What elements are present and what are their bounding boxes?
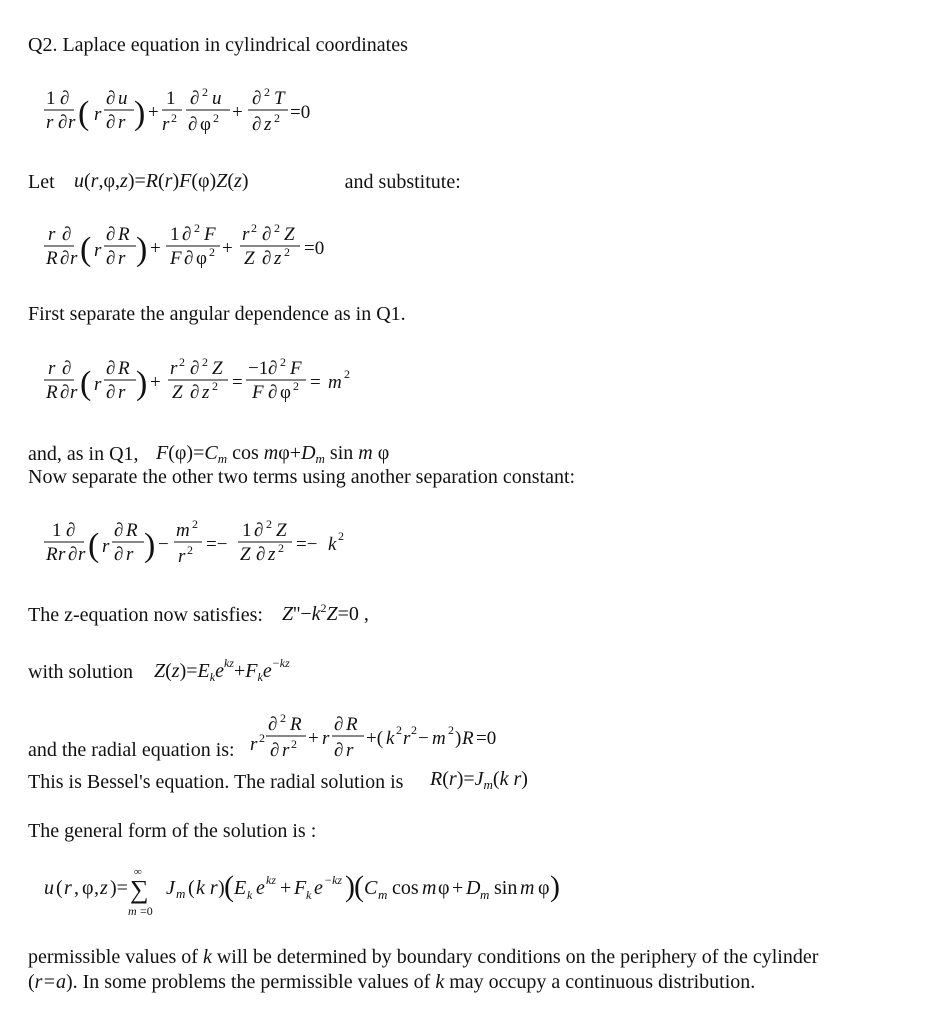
svg-text:(: ( [188, 877, 195, 899]
svg-text:=−: =− [296, 534, 318, 555]
svg-text:2: 2 [278, 541, 284, 555]
svg-text:+: + [232, 102, 243, 123]
svg-text:2: 2 [293, 379, 299, 393]
svg-text:r: r [48, 358, 56, 379]
svg-text:r: r [242, 224, 250, 245]
svg-text:r: r [70, 248, 78, 269]
svg-text:∂: ∂ [58, 112, 68, 133]
svg-text:1: 1 [46, 88, 56, 109]
svg-text:(: ( [56, 877, 63, 899]
svg-text:(: ( [80, 231, 92, 268]
svg-text:,: , [74, 877, 79, 899]
radial-equation-label: and the radial equation is: [28, 738, 235, 761]
svg-text:2: 2 [395, 723, 402, 737]
svg-text:∂: ∂ [106, 248, 116, 269]
separation-form-equation [70, 168, 340, 194]
second-separation-equation [42, 516, 382, 576]
svg-text:F: F [170, 248, 182, 269]
svg-text:Z: Z [284, 224, 295, 245]
svg-text:(: ( [224, 870, 234, 903]
svg-text:φ: φ [196, 248, 207, 269]
radial-equation-line [28, 712, 546, 766]
svg-text:2: 2 [209, 245, 215, 259]
z-equation [278, 601, 428, 627]
svg-text:r: r [321, 728, 330, 749]
angular-solution-equation [152, 440, 422, 466]
svg-text:R: R [118, 358, 130, 379]
svg-text:m: m [176, 886, 186, 901]
question-heading: Q2. Laplace equation in cylindrical coordinates [28, 34, 408, 56]
svg-text:u: u [44, 877, 54, 899]
z-equation-line [28, 601, 428, 627]
let-line [28, 168, 461, 194]
svg-text:r: r [78, 544, 86, 565]
svg-text:∂: ∂ [60, 88, 70, 109]
svg-text:−kz: −kz [324, 873, 343, 887]
svg-text:cos: cos [392, 877, 419, 899]
svg-text:r: r [68, 112, 76, 133]
svg-text:Z: Z [276, 520, 287, 541]
svg-text:): ) [454, 728, 461, 749]
svg-text:2: 2 [192, 517, 198, 531]
svg-text:u: u [212, 88, 222, 109]
svg-text:∂: ∂ [333, 740, 343, 761]
svg-text:=0: =0 [475, 728, 496, 749]
svg-text:∂: ∂ [66, 520, 76, 541]
svg-text:)=: )= [110, 877, 128, 899]
svg-text:φ: φ [200, 114, 211, 135]
substitute-label: and substitute: [344, 171, 461, 193]
svg-text:z: z [264, 114, 272, 135]
svg-text:Z''−k2Z=0 ,: $Z''-k^2Z=0$ , [281, 601, 369, 625]
svg-text:−1: −1 [248, 358, 269, 379]
svg-text:(: ( [354, 870, 364, 903]
angular-separated-equation [42, 354, 402, 414]
svg-text:+: + [150, 238, 161, 259]
svg-text:∂: ∂ [268, 382, 278, 403]
bessel-label: This is Bessel's equation. The radial solution is [28, 771, 404, 793]
general-form-text: The general form of the solution is : [28, 820, 317, 842]
svg-text:r: r [102, 536, 110, 557]
general-solution-equation [42, 864, 622, 924]
svg-text:m: m [328, 372, 342, 393]
svg-text:R: R [46, 544, 58, 565]
svg-text:1: 1 [166, 88, 176, 109]
svg-text:k: k [328, 534, 337, 555]
svg-text:+(: +( [365, 728, 383, 749]
svg-text:r: r [162, 114, 170, 135]
svg-text:2: 2 [280, 355, 286, 369]
svg-text:φ: φ [280, 382, 291, 403]
svg-text:R: R [46, 248, 58, 269]
svg-text:r: r [94, 240, 102, 261]
svg-text:m: m [378, 887, 388, 902]
svg-text:=−: =− [206, 534, 228, 555]
svg-text:Z: Z [212, 358, 223, 379]
svg-text:2: 2 [251, 221, 257, 235]
svg-text:Z: Z [244, 248, 255, 269]
svg-text:e: e [256, 877, 265, 899]
svg-text:2: 2 [274, 221, 280, 235]
svg-text:∂: ∂ [254, 520, 264, 541]
svg-text:=: = [310, 372, 321, 393]
svg-text:∂: ∂ [60, 382, 70, 403]
svg-text:Z: Z [172, 382, 183, 403]
svg-text:∂: ∂ [268, 358, 278, 379]
k-symbol-2: k [435, 971, 445, 993]
svg-text:2: 2 [290, 737, 297, 751]
svg-text:2: 2 [344, 367, 350, 381]
svg-text:R: R [461, 728, 474, 749]
permissible-text-d: may occupy a continuous distribution. [449, 971, 756, 993]
svg-text:∂: ∂ [267, 714, 277, 735]
svg-text:∂: ∂ [62, 224, 72, 245]
laplace-equation [42, 84, 332, 144]
svg-text:∂: ∂ [262, 248, 272, 269]
svg-text:∂: ∂ [190, 88, 200, 109]
svg-text:R: R [126, 520, 138, 541]
svg-text:k: k [385, 728, 395, 749]
svg-text:): ) [134, 95, 146, 132]
svg-text:m: m [128, 904, 137, 918]
svg-text:2: 2 [213, 111, 219, 125]
svg-text:2: 2 [447, 723, 454, 737]
radial-solution-equation [426, 766, 566, 794]
svg-text:F(φ)=Cm cos mφ+Dm sin m φ: $F(\varphi)=C_m$ $\cos m\varphi+D_m$ sin m φ [155, 442, 389, 466]
angular-solution-line [28, 440, 422, 466]
svg-text:r: r [94, 104, 102, 125]
svg-text:r: r [58, 544, 66, 565]
svg-text:J: J [166, 877, 175, 899]
svg-text:2: 2 [171, 111, 177, 125]
permissible-text-a: permissible values of [28, 946, 198, 968]
radial-equation [246, 712, 546, 766]
svg-text:F: F [252, 382, 264, 403]
svg-text:k r: k r [196, 877, 218, 899]
svg-text:2: 2 [410, 723, 417, 737]
svg-text:φ: φ [82, 877, 94, 899]
svg-text:∂: ∂ [252, 114, 262, 135]
svg-text:∂: ∂ [106, 358, 116, 379]
z-equation-label: The z-equation now satisfies: [28, 604, 263, 626]
svg-text:m: m [431, 728, 446, 749]
svg-text:∂: ∂ [184, 248, 194, 269]
svg-text:m: m [520, 877, 535, 899]
svg-text:r: r [118, 112, 126, 133]
angular-separation-text: First separate the angular dependence as in Q1. [28, 303, 406, 325]
svg-text:(: ( [88, 527, 100, 564]
permissible-line-2 [28, 971, 755, 994]
svg-text:k: k [306, 888, 312, 902]
svg-text:=0: =0 [140, 904, 153, 918]
svg-text:1: 1 [170, 224, 180, 245]
svg-text:sin: sin [494, 877, 518, 899]
svg-text:∂: ∂ [188, 114, 198, 135]
svg-text:kz: kz [266, 873, 276, 887]
svg-text:m: m [176, 520, 190, 541]
svg-text:u(r,φ,z)=R(r)F(φ)Z(z): u(r,φ,z)=R(r)F(φ)Z(z) [73, 170, 249, 192]
svg-text:∂: ∂ [190, 382, 200, 403]
svg-text:r: r [402, 728, 411, 749]
svg-text:Z(z)=Ekekz+Fke−kz: $Z(z)=E_ke^{kz}+F_ke^{-kz}$ [154, 656, 290, 684]
svg-text:u: u [118, 88, 128, 109]
svg-text:2: 2 [202, 355, 208, 369]
svg-text:=0: =0 [304, 238, 325, 259]
svg-text:F: F [294, 877, 307, 899]
svg-text:2: 2 [266, 517, 272, 531]
svg-text:): ) [136, 365, 148, 402]
svg-text:+: + [280, 877, 292, 899]
svg-text:T: T [274, 88, 285, 109]
svg-text:φ: φ [438, 877, 450, 899]
svg-text:1: 1 [52, 520, 62, 541]
svg-text:∞: ∞ [134, 866, 142, 878]
svg-text:e: e [314, 877, 323, 899]
svg-text:−: − [158, 534, 169, 555]
svg-text:∑: ∑ [130, 875, 149, 904]
svg-text:r: r [178, 546, 186, 567]
svg-text:k: k [247, 888, 253, 902]
svg-text:2: 2 [179, 355, 185, 369]
svg-text:2: 2 [202, 85, 208, 99]
z-solution-equation [150, 654, 360, 684]
svg-text:C: C [364, 877, 378, 899]
svg-text:r: r [345, 740, 354, 761]
svg-text:R: R [345, 714, 358, 735]
and-as-q1-label: and, as in Q1, [28, 443, 139, 465]
svg-text:2: 2 [264, 85, 270, 99]
let-label: Let [28, 171, 55, 193]
svg-text:∂: ∂ [333, 714, 343, 735]
svg-text:(: ( [80, 365, 92, 402]
svg-text:): ) [550, 870, 560, 903]
svg-text:R(r)=Jm(k r): $R(r)=J_m(k$ r) [430, 768, 529, 792]
svg-text:2: 2 [338, 529, 344, 543]
svg-text:∂: ∂ [252, 88, 262, 109]
svg-text:R: R [289, 714, 302, 735]
svg-text:R: R [118, 224, 130, 245]
svg-text:=0: =0 [290, 102, 311, 123]
svg-text:r: r [64, 877, 72, 899]
svg-text:r: r [70, 382, 78, 403]
svg-text:E: E [234, 877, 247, 899]
svg-text:r: r [126, 544, 134, 565]
svg-text:,: , [94, 877, 99, 899]
svg-text:∂: ∂ [68, 544, 78, 565]
svg-text:2: 2 [194, 221, 200, 235]
svg-text:2: 2 [274, 111, 280, 125]
svg-text:): ) [218, 877, 225, 899]
svg-text:r: r [118, 382, 126, 403]
svg-text:∂: ∂ [106, 224, 116, 245]
svg-text:D: D [466, 877, 481, 899]
svg-text:∂: ∂ [262, 224, 272, 245]
svg-text:F: F [290, 358, 302, 379]
permissible-text-b: will be determined by boundary conditions on the periphery of the cylinder [216, 946, 819, 968]
svg-text:r: r [281, 740, 290, 761]
permissible-text-c: ). In some problems the permissible values of [65, 971, 431, 993]
svg-text:∂: ∂ [114, 544, 124, 565]
svg-text:2: 2 [284, 245, 290, 259]
svg-text:∂: ∂ [62, 358, 72, 379]
svg-text:r: r [46, 112, 54, 133]
svg-text:+: + [150, 372, 161, 393]
svg-text:): ) [136, 231, 148, 268]
svg-text:∂: ∂ [190, 358, 200, 379]
svg-text:): ) [345, 870, 355, 903]
svg-text:∂: ∂ [60, 248, 70, 269]
svg-text:Z: Z [240, 544, 251, 565]
svg-text:∂: ∂ [269, 740, 279, 761]
with-solution-label: with solution [28, 661, 134, 683]
svg-text:∂: ∂ [182, 224, 192, 245]
svg-text:(: ( [78, 95, 90, 132]
svg-text:z: z [268, 544, 276, 565]
svg-text:2: 2 [279, 712, 286, 725]
substituted-equation [42, 220, 362, 280]
svg-text:r: r [170, 358, 178, 379]
svg-text:r: r [118, 248, 126, 269]
svg-text:∂: ∂ [114, 520, 124, 541]
svg-text:2: 2 [187, 543, 193, 557]
svg-text:R: R [46, 382, 58, 403]
r-equals-a: r=a [34, 971, 66, 993]
svg-text:+: + [307, 728, 319, 749]
k-symbol: k [202, 946, 212, 968]
svg-text:−: − [417, 728, 429, 749]
svg-text:∂: ∂ [106, 382, 116, 403]
svg-text:2: 2 [212, 379, 218, 393]
svg-text:+: + [222, 238, 233, 259]
svg-text:z: z [202, 382, 210, 403]
svg-text:=: = [232, 372, 243, 393]
now-separate-text: Now separate the other two terms using another separation constant: [28, 466, 576, 488]
svg-text:r: r [249, 734, 258, 755]
z-solution-line [28, 654, 360, 684]
svg-text:z: z [100, 877, 108, 899]
permissible-line-1 [28, 946, 818, 969]
svg-text:m: m [480, 887, 490, 902]
svg-text:m: m [422, 877, 437, 899]
bessel-line [28, 766, 566, 794]
svg-text:z: z [274, 248, 282, 269]
svg-text:2: 2 [258, 731, 265, 745]
open-paren: ( [28, 971, 35, 993]
svg-text:∂: ∂ [106, 112, 116, 133]
svg-text:+: + [452, 877, 464, 899]
svg-text:): ) [144, 527, 156, 564]
svg-text:F: F [204, 224, 216, 245]
svg-text:r: r [94, 374, 102, 395]
svg-text:r: r [48, 224, 56, 245]
svg-text:1: 1 [242, 520, 252, 541]
svg-text:+: + [148, 102, 159, 123]
svg-text:φ: φ [538, 877, 550, 899]
svg-text:∂: ∂ [106, 88, 116, 109]
svg-text:∂: ∂ [256, 544, 266, 565]
